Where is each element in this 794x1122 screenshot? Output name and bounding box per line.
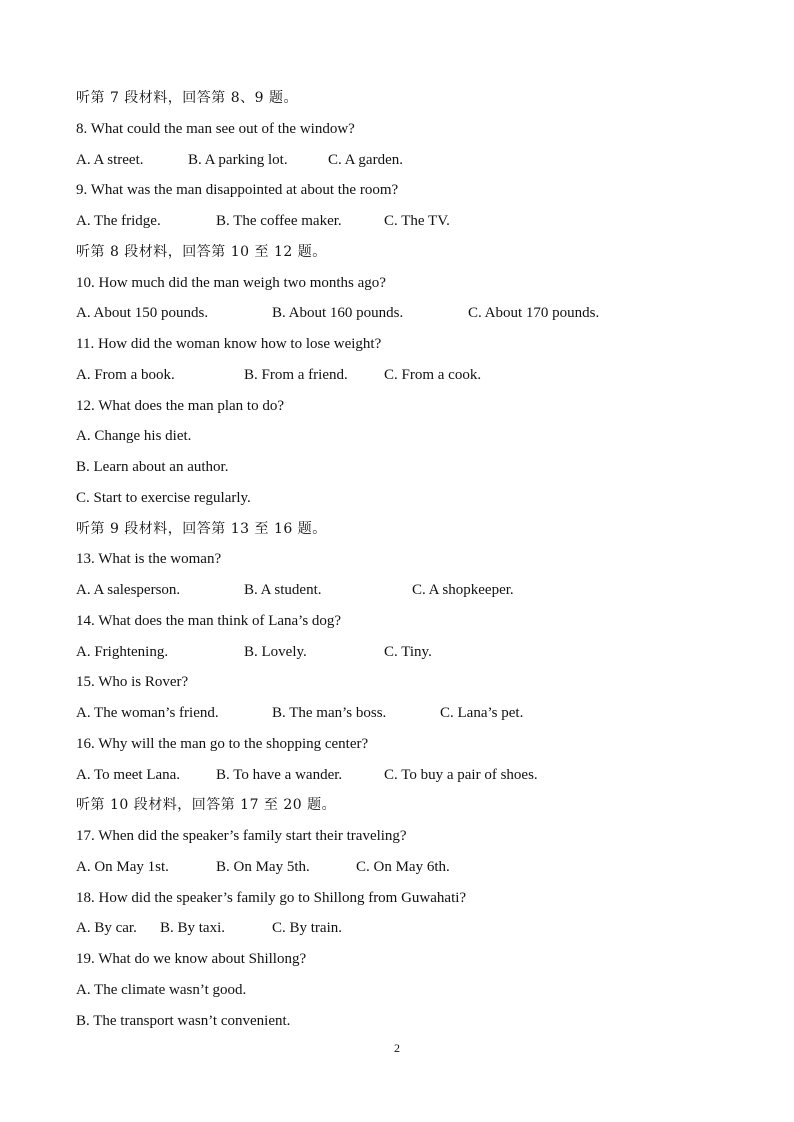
question-8-options — [76, 145, 756, 176]
option-c: C. About 170 pounds. — [468, 305, 600, 322]
option-c: C. To buy a pair of shoes. — [384, 766, 538, 783]
page-number: 2 — [394, 1041, 400, 1055]
option-b: B. The transport wasn’t convenient. — [76, 1012, 291, 1029]
question-14-options — [76, 637, 756, 668]
option-c: C. Tiny. — [384, 643, 432, 660]
question-10: 10. How much did the man weigh two months ago? — [76, 274, 386, 291]
section-heading-9: 听第 9 段材料，回答第 13 至 16 题。 — [76, 520, 327, 537]
question-14: 14. What does the man think of Lana’s dog? — [76, 612, 342, 629]
option-a: A. On May 1st. — [76, 858, 169, 875]
option-a: A. The climate wasn’t good. — [76, 981, 247, 998]
question-8: 8. What could the man see out of the window? — [76, 120, 355, 137]
option-b: B. The man’s boss. — [272, 705, 387, 721]
question-15-options — [76, 698, 756, 729]
question-16: 16. Why will the man go to the shopping center? — [76, 735, 369, 752]
option-a: A. A salesperson. — [76, 582, 181, 598]
option-a: A. Change his diet. — [76, 428, 192, 445]
option-b: B. About 160 pounds. — [272, 305, 404, 322]
question-9-options — [76, 206, 756, 237]
question-13-options — [76, 575, 756, 606]
option-a: A. About 150 pounds. — [76, 305, 209, 322]
option-c: C. Lana’s pet. — [440, 705, 524, 721]
section-heading-10: 听第 10 段材料，回答第 17 至 20 题。 — [76, 797, 337, 814]
question-12: 12. What does the man plan to do? — [76, 397, 285, 414]
option-b: B. By taxi. — [160, 920, 226, 937]
section-heading-8: 听第 8 段材料，回答第 10 至 12 题。 — [76, 243, 327, 260]
option-c: C. The TV. — [384, 213, 450, 229]
option-b: B. Lovely. — [244, 643, 307, 660]
question-17: 17. When did the speaker’s family start their traveling? — [76, 828, 407, 844]
section-heading-7: 听第 7 段材料，回答第 8、9 题。 — [76, 90, 299, 106]
option-a: A. Frightening. — [76, 643, 169, 660]
option-b: B. On May 5th. — [216, 858, 310, 875]
option-a: A. To meet Lana. — [76, 766, 181, 783]
question-19: 19. What do we know about Shillong? — [76, 951, 307, 967]
question-13: 13. What is the woman? — [76, 551, 222, 568]
option-a: A. From a book. — [76, 366, 175, 383]
exam-page-content — [76, 83, 756, 1036]
option-b: B. To have a wander. — [216, 766, 343, 783]
option-b: B. A student. — [244, 582, 322, 598]
question-11: 11. How did the woman know how to lose weight? — [76, 336, 382, 352]
question-11-options — [76, 360, 756, 391]
option-a: A. The woman’s friend. — [76, 705, 219, 721]
option-b: B. From a friend. — [244, 366, 348, 383]
option-c: C. From a cook. — [384, 366, 482, 383]
question-17-options — [76, 852, 756, 883]
option-a: A. By car. — [76, 920, 137, 937]
question-9: 9. What was the man disappointed at about the room? — [76, 182, 399, 199]
option-c: C. Start to exercise regularly. — [76, 489, 251, 506]
question-15: 15. Who is Rover? — [76, 674, 189, 691]
option-b: B. The coffee maker. — [216, 213, 342, 229]
question-18: 18. How did the speaker’s family go to Shillong from Guwahati? — [76, 889, 467, 906]
option-c: C. By train. — [272, 920, 342, 937]
option-b: B. Learn about an author. — [76, 459, 229, 475]
option-a: A. The fridge. — [76, 213, 161, 229]
option-c: C. A garden. — [328, 151, 403, 168]
question-18-options — [76, 913, 756, 944]
option-c: C. A shopkeeper. — [412, 582, 514, 598]
option-b: B. A parking lot. — [188, 151, 288, 168]
question-10-options — [76, 298, 756, 329]
question-16-options — [76, 760, 756, 791]
option-c: C. On May 6th. — [356, 858, 450, 875]
option-a: A. A street. — [76, 151, 144, 168]
